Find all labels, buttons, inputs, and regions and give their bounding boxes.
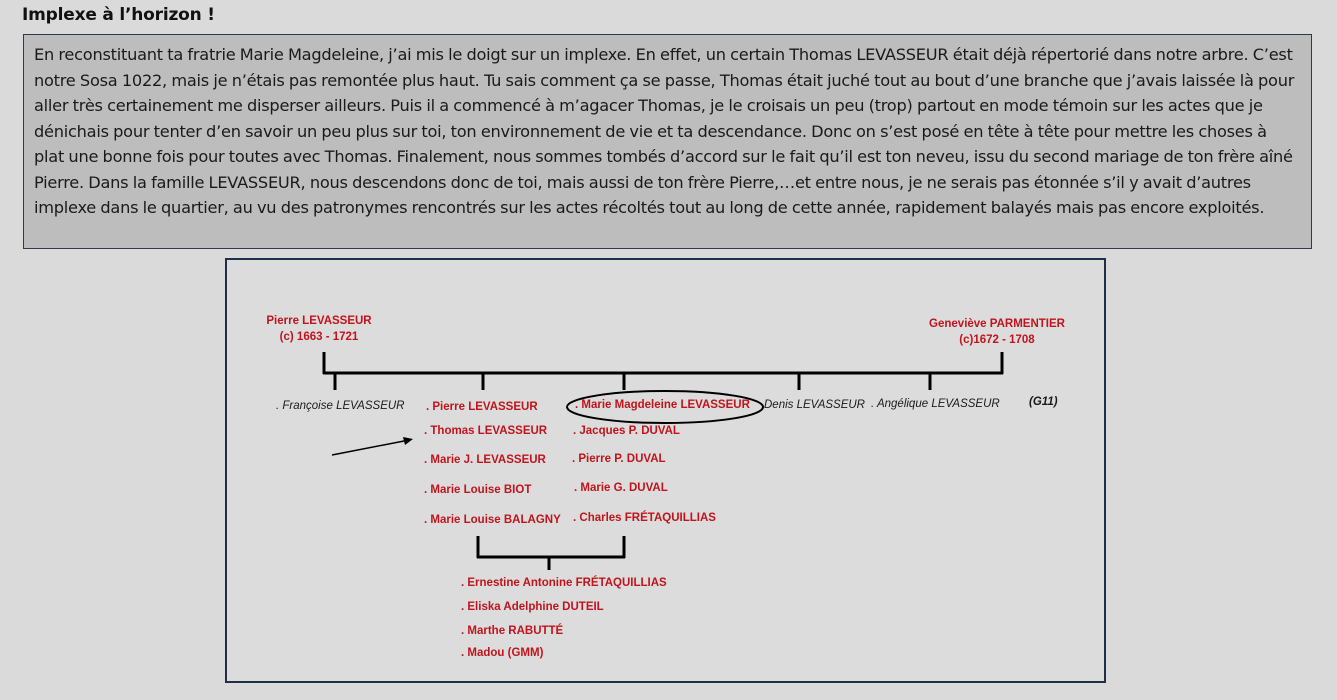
pierre-line-item: . Thomas LEVASSEUR [424, 425, 548, 437]
pierre-line-item: . Marie Louise BIOT [424, 484, 532, 496]
sibling-angelique: . Angélique LEVASSEUR [871, 398, 1000, 410]
pierre-line-item: . Marie Louise BALAGNY [424, 514, 561, 526]
marie-line-item: . Jacques P. DUVAL [573, 425, 680, 437]
generation-label: (G11) [1029, 396, 1058, 408]
sibling-pierre: . Pierre LEVASSEUR [426, 401, 538, 413]
descendant-item: . Madou (GMM) [461, 647, 544, 659]
father-name: Pierre LEVASSEUR [266, 315, 372, 327]
section-heading: Implexe à l’horizon ! [22, 5, 215, 25]
sibling-francoise: . Françoise LEVASSEUR [276, 400, 405, 412]
mother-dates: (c)1672 - 1708 [959, 334, 1035, 346]
mother-name: Geneviève PARMENTIER [929, 318, 1065, 330]
arrow-icon [403, 437, 413, 445]
pierre-line-item: . Marie J. LEVASSEUR [424, 454, 546, 466]
descendant-item: . Ernestine Antonine FRÉTAQUILLIAS [461, 577, 667, 589]
family-tree-diagram [225, 258, 1106, 683]
marie-line-item: . Charles FRÉTAQUILLIAS [573, 512, 716, 524]
marie-line-item: . Pierre P. DUVAL [572, 453, 666, 465]
story-paragraph: En reconstituant ta fratrie Marie Magdeleine, j’ai mis le doigt sur un implexe. En effet, un certain Thomas LEVASSEUR était déjà répertorié dans notre arbre. C’est notre Sosa 1022, mais je n’étais pas remontée plus haut. Tu sais comment ça se passe, Thomas était juché tout au bout d’une branche que j’avais laissée là pour aller très certainement me disperser ailleurs. Puis il a commencé à m’agacer Thomas, je le croisais un peu (trop) partout en mode témoin sur les actes que je dénichais pour tenter d’en savoir un peu plus sur toi, ton environnement de vie et ta descendance. Donc on s’est posé en tête à tête pour mettre les choses à plat une bonne fois pour toutes avec Thomas. Finalement, nous sommes tombés d’accord sur le fait qu’il est ton neveu, issu du second mariage de ton frère aîné Pierre. Dans la famille LEVASSEUR, nous descendons donc de toi, mais aussi de ton frère Pierre,…et entre nous, je ne serais pas étonnée s’il y avait d’autres implexe dans le quartier, au vu des patronymes rencontrés sur les actes récoltés tout au long de cette année, rapidement balayés mais pas encore exploités. [23, 34, 1312, 249]
father-entry [249, 313, 389, 345]
mother-entry [917, 316, 1077, 348]
sibling-denis: Denis LEVASSEUR [764, 399, 865, 411]
marie-line-item: . Marie G. DUVAL [574, 482, 668, 494]
sibling-marie-magdeleine: . Marie Magdeleine LEVASSEUR [575, 399, 750, 411]
descendant-item: . Marthe RABUTTÉ [461, 625, 564, 637]
descendant-item: . Eliska Adelphine DUTEIL [461, 601, 604, 613]
father-dates: (c) 1663 - 1721 [279, 331, 359, 343]
